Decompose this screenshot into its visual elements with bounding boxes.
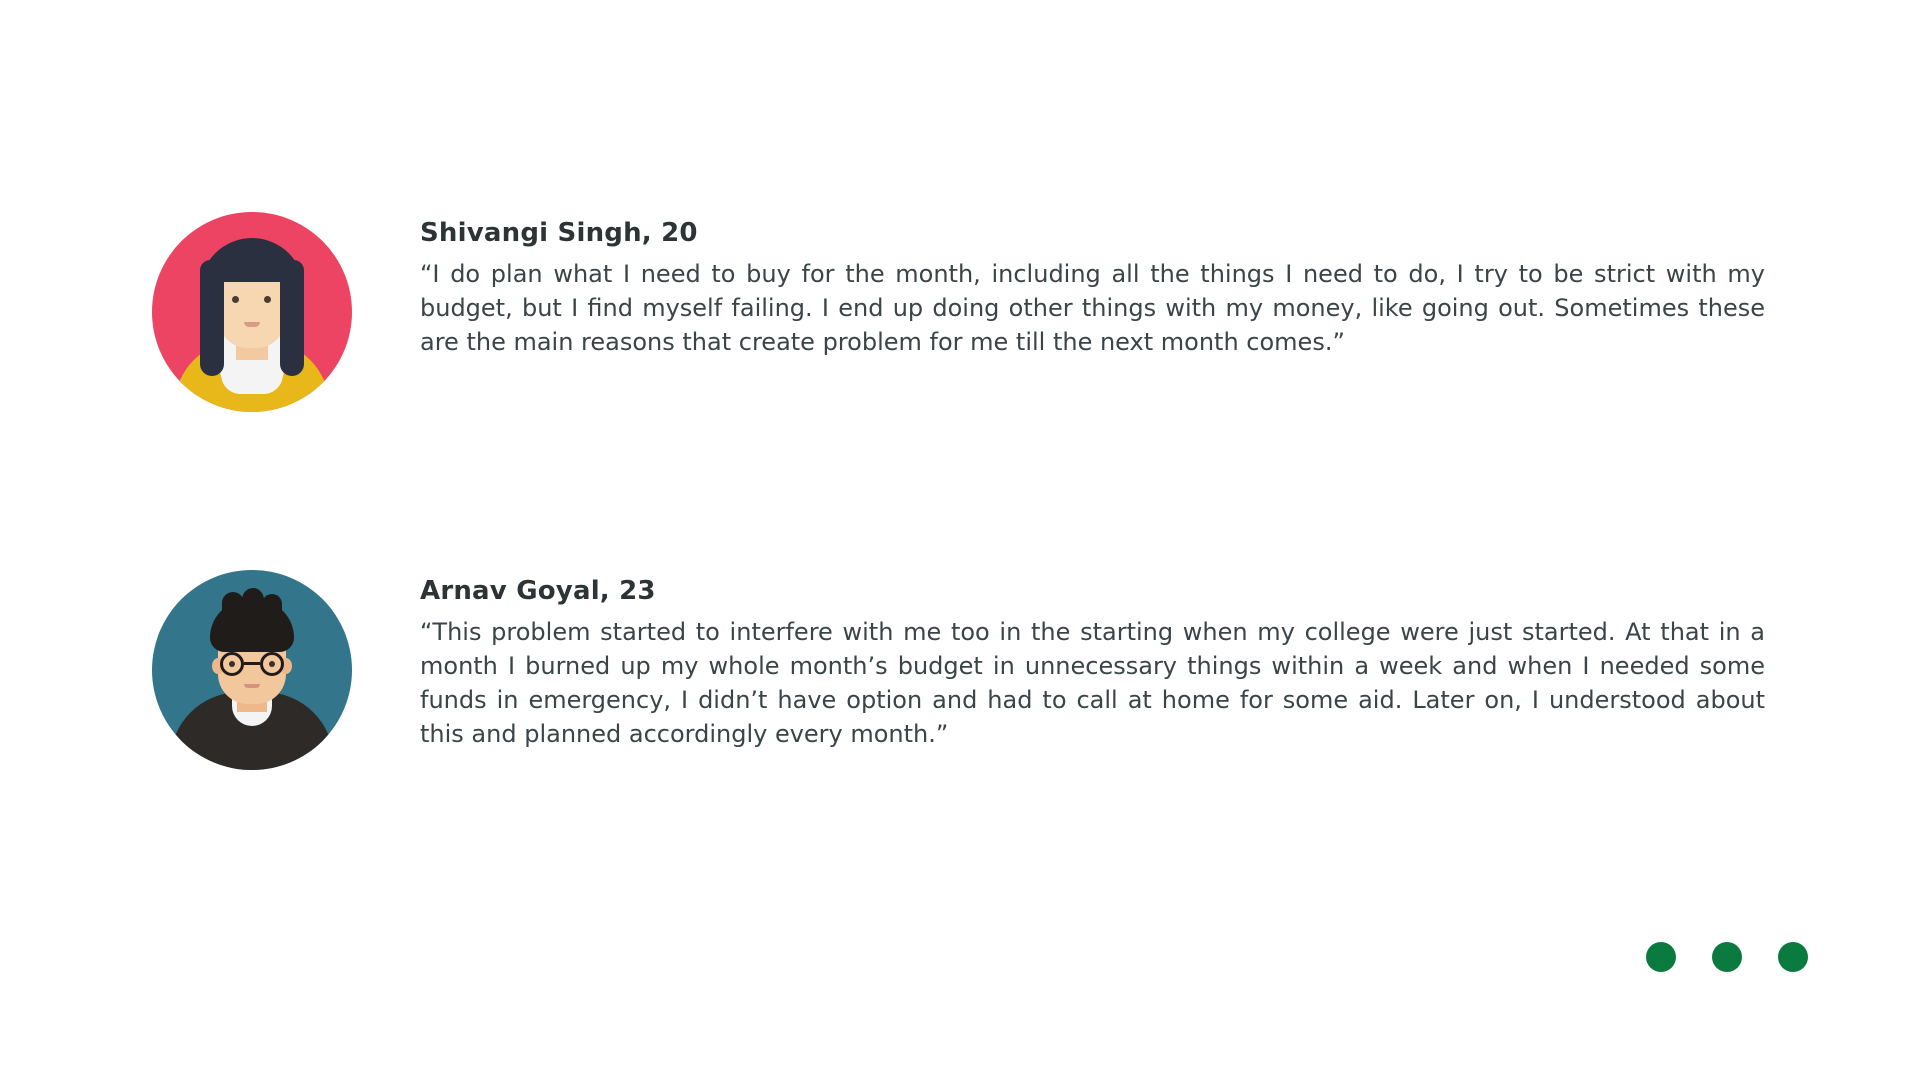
person-quote: “I do plan what I need to buy for the month, including all the things I need to do, I try to be strict with my budget, but I find myself failing. I end up doing other things with my money, like going out. Sometimes these are the main reasons that create problem for me till the next month comes.” xyxy=(420,260,1765,357)
person-quote: “This problem started to interfere with me too in the starting when my college were just started. At that in a month I burned up my whole month’s budget in unnecessary things within a week and when I needed some funds in emergency, I didn’t have option and had to call at home for some aid. Later on, I understood about this and planned accordingly every month.” xyxy=(420,618,1765,749)
avatar xyxy=(152,570,352,770)
pagination-dot-3[interactable] xyxy=(1778,942,1808,972)
person-name: Shivangi Singh, 20 xyxy=(420,218,698,248)
person-name: Arnav Goyal, 23 xyxy=(420,576,656,606)
pagination-dots xyxy=(1646,942,1808,972)
testimonial-content xyxy=(420,212,1772,359)
female-avatar-pink-icon xyxy=(152,212,352,412)
male-avatar-teal-icon xyxy=(152,570,352,770)
pagination-dot-1[interactable] xyxy=(1646,942,1676,972)
testimonial-item xyxy=(152,212,1772,412)
testimonial-item xyxy=(152,570,1772,770)
pagination-dot-2[interactable] xyxy=(1712,942,1742,972)
avatar xyxy=(152,212,352,412)
testimonial-content xyxy=(420,570,1772,751)
